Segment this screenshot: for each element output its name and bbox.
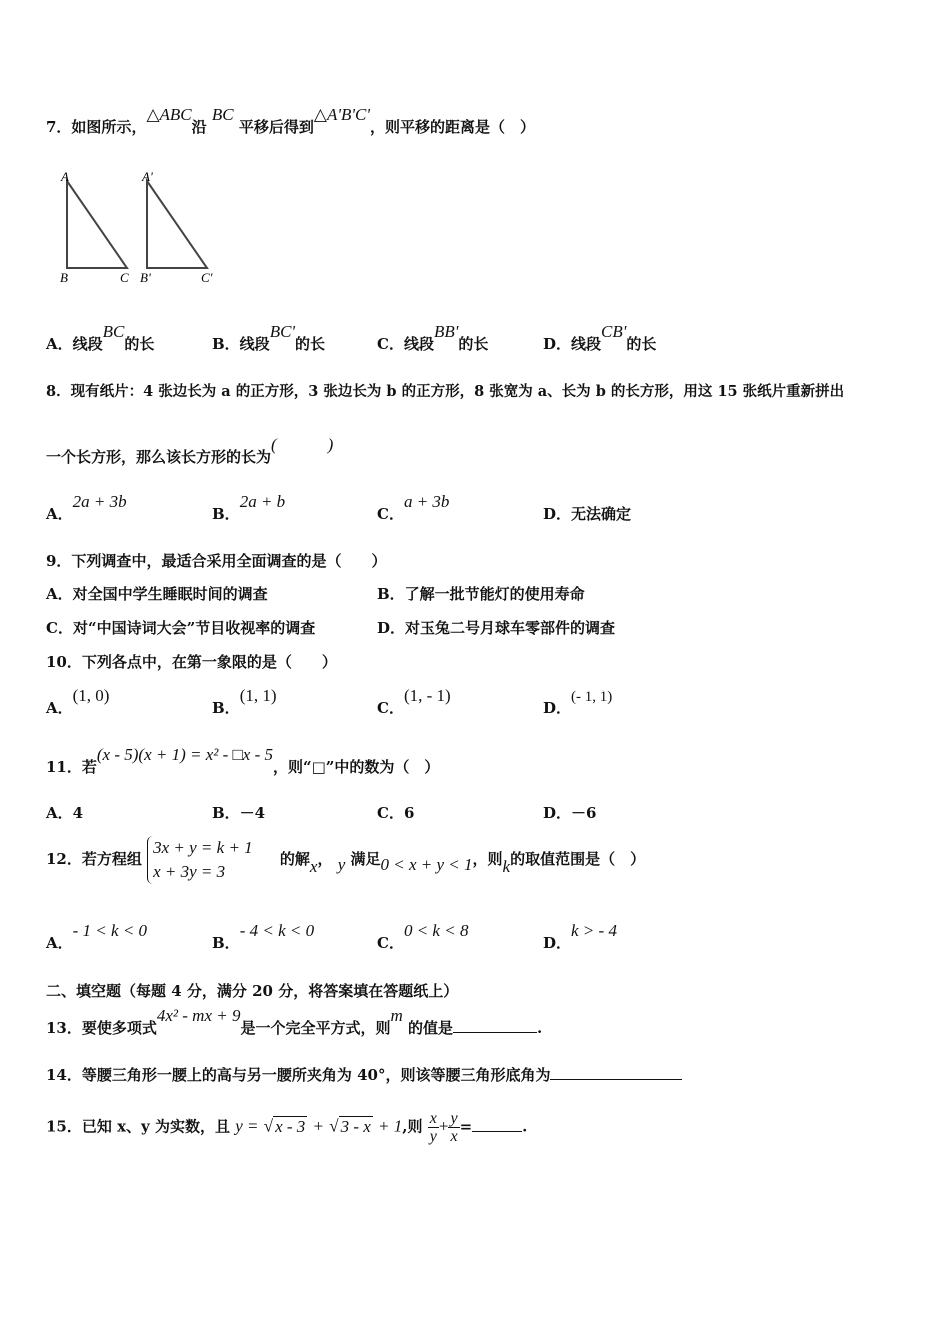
- q12-option-b[interactable]: B．- 4 < k < 0: [212, 921, 315, 952]
- q11-option-c[interactable]: C．6: [377, 804, 415, 822]
- q15-stem: 15．已知 x、y 为实数，且 y = √ x - 3 + √ 3 - x + 1,则 $\frac{x}{y}$ + $\frac{y}{x}$ = .: [46, 1110, 528, 1145]
- triangle-abc: [67, 181, 127, 268]
- q15-fraction-y-over-x: $\frac{y}{x}$: [450, 1110, 458, 1145]
- triangle-a2b2c2: [147, 181, 207, 268]
- q11-option-a[interactable]: A．4: [46, 804, 84, 822]
- section-2-heading: 二、填空题（每题 4 分，满分 20 分，将答案填在答题纸上）: [46, 982, 459, 1000]
- q13-stem: 13．要使多项式4x² - mx + 9是一个完全平方式，则m 的值是 .: [46, 1006, 543, 1037]
- q7-segment-bc: BC: [211, 105, 234, 124]
- q12-option-c[interactable]: C．0 < k < 8: [377, 921, 469, 952]
- label-C: C: [120, 270, 129, 285]
- q8-option-a[interactable]: A．2a + 3b: [46, 492, 127, 523]
- q7-figure: [50, 165, 230, 290]
- q7-stem: 7．如图所示，△ABC沿 BC 平移后得到△A'B'C'，则平移的距离是（ ）: [46, 105, 535, 136]
- q14-stem: 14．等腰三角形一腰上的高与另一腰所夹角为 40°，则该等腰三角形底角为: [46, 1064, 682, 1085]
- q10-option-d[interactable]: D．(- 1, 1): [543, 689, 613, 717]
- label-A-prime: A': [142, 169, 153, 184]
- q7-option-c[interactable]: C．线段BB'的长: [377, 322, 489, 353]
- q12-option-d[interactable]: D．k > - 4: [543, 921, 617, 952]
- q10-option-a[interactable]: A．(1, 0): [46, 686, 110, 717]
- q15-fraction-x-over-y: $\frac{x}{y}$: [429, 1110, 437, 1145]
- q9-option-c[interactable]: C．对“中国诗词大会”节目收视率的调查: [46, 619, 316, 637]
- q10-option-c[interactable]: C．(1, - 1): [377, 686, 451, 717]
- q9-stem: 9．下列调查中，最适合采用全面调查的是（ ）: [46, 552, 387, 570]
- q10-stem: 10．下列各点中，在第一象限的是（ ）: [46, 653, 337, 671]
- q11-option-b[interactable]: B．－4: [212, 804, 266, 822]
- label-B-prime: B': [140, 270, 151, 285]
- q9-option-a[interactable]: A．对全国中学生睡眠时间的调查: [46, 585, 268, 603]
- q7-triangle-abc: △ABC: [146, 105, 192, 124]
- q8-option-d[interactable]: D．无法确定: [543, 505, 632, 523]
- q15-answer-blank[interactable]: [472, 1117, 522, 1132]
- q7-option-d[interactable]: D．线段CB'的长: [543, 322, 657, 353]
- label-B: B: [60, 270, 68, 285]
- q11-equation: (x - 5)(x + 1) = x² - □x - 5: [96, 745, 273, 764]
- q10-option-b[interactable]: B．(1, 1): [212, 686, 277, 717]
- q13-answer-blank[interactable]: [453, 1018, 537, 1033]
- q11-stem: 11．若(x - 5)(x + 1) = x² - □x - 5，则“□”中的数为（ ）: [46, 745, 440, 776]
- q11-option-d[interactable]: D．－6: [543, 804, 597, 822]
- label-C-prime: C': [201, 270, 213, 285]
- q12-stem: 12．若方程组 3x + y = k + 1 x + 3y = 3 的解x， y 满足0 < x + y < 1，则k的取值范围是（ ）: [46, 836, 645, 884]
- q12-equation-system: 3x + y = k + 1 x + 3y = 3: [147, 836, 253, 884]
- q7-option-b[interactable]: B．线段BC'的长: [212, 322, 326, 353]
- label-A: A: [61, 169, 69, 184]
- q12-option-a[interactable]: A．- 1 < k < 0: [46, 921, 148, 952]
- q14-answer-blank[interactable]: [550, 1065, 682, 1080]
- q7-triangle-a2b2c2: △A'B'C': [313, 105, 370, 124]
- q8-stem-line1: 8．现有纸片：4 张边长为 a 的正方形，3 张边长为 b 的正方形，8 张宽为 a、长为 b 的长方形，用这 15 张纸片重新拼出: [46, 383, 845, 400]
- q9-option-b[interactable]: B．了解一批节能灯的使用寿命: [377, 585, 585, 603]
- q9-option-d[interactable]: D．对玉兔二号月球车零部件的调查: [377, 619, 616, 637]
- q8-option-c[interactable]: C．a + 3b: [377, 492, 450, 523]
- q7-option-a[interactable]: A．线段BC的长: [46, 322, 155, 353]
- q8-option-b[interactable]: B．2a + b: [212, 492, 286, 523]
- q8-stem-line2: 一个长方形，那么该长方形的长为( ): [46, 435, 334, 466]
